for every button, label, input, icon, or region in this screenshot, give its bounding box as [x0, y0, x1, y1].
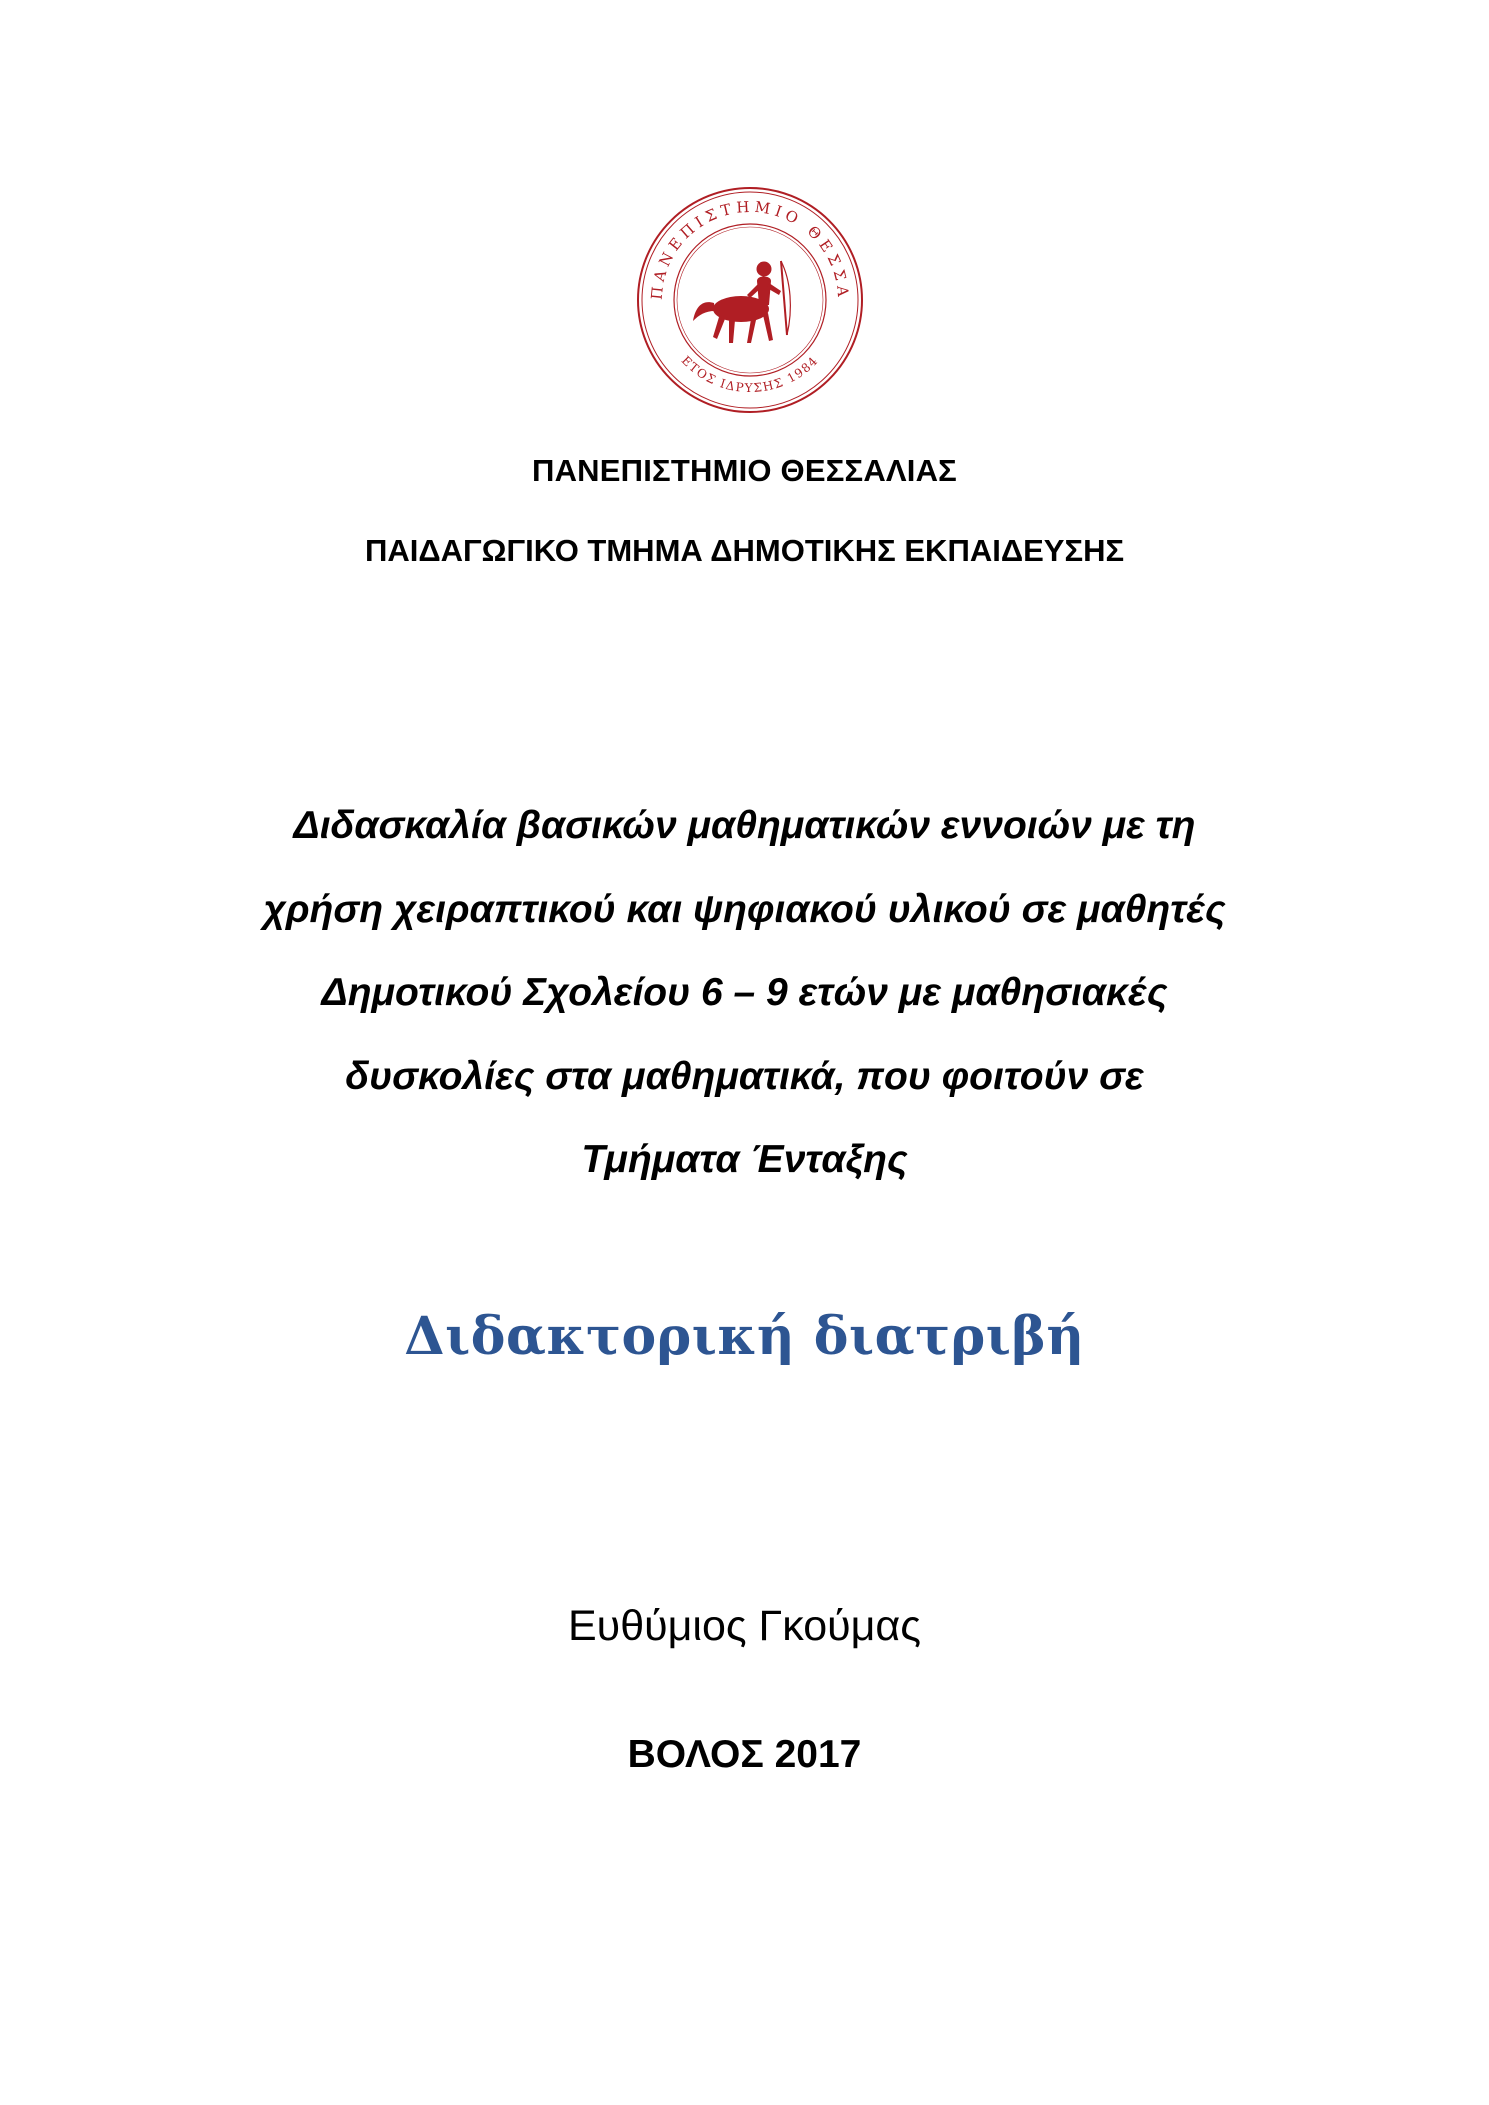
- svg-text:ΠΑΝΕΠΙΣΤΗΜΙΟ ΘΕΣΣΑΛΙΑΣ: [635, 185, 852, 302]
- thesis-title-line: δυσκολίες στα μαθηματικά, που φοιτούν σε: [345, 1055, 1144, 1098]
- university-name: ΠΑΝΕΠΙΣΤΗΜΙΟ ΘΕΣΣΑΛΙΑΣ: [532, 453, 957, 488]
- centaur-icon: [693, 261, 790, 343]
- seal-ring-text-bottom: ΕΤΟΣ ΙΔΡΥΣΗΣ 1984: [678, 353, 822, 396]
- thesis-title-line: Τμήματα Ένταξης: [581, 1138, 908, 1181]
- university-seal-logo: [635, 185, 865, 415]
- thesis-title-line: Διδασκαλία βασικών μαθηματικών εννοιών με τη: [293, 804, 1196, 847]
- document-type-heading: Διδακτορική διατριβή: [404, 1306, 1085, 1367]
- author-name: Ευθύμιος Γκούμας: [568, 1602, 921, 1650]
- place-and-year: ΒΟΛΟΣ 2017: [627, 1733, 862, 1776]
- department-name: ΠΑΙΔΑΓΩΓΙΚΟ ΤΜΗΜΑ ΔΗΜΟΤΙΚΗΣ ΕΚΠΑΙΔΕΥΣΗΣ: [364, 533, 1125, 568]
- thesis-title-line: χρήση χειραπτικού και ψηφιακού υλικού σε μαθητές: [263, 888, 1226, 931]
- svg-text:ΕΤΟΣ ΙΔΡΥΣΗΣ 1984: [679, 353, 821, 395]
- seal-ring-text-top: ΠΑΝΕΠΙΣΤΗΜΙΟ ΘΕΣΣΑ: [647, 197, 853, 302]
- thesis-title-line: Δημοτικού Σχολείου 6 – 9 ετών με μαθησιακές: [321, 971, 1168, 1014]
